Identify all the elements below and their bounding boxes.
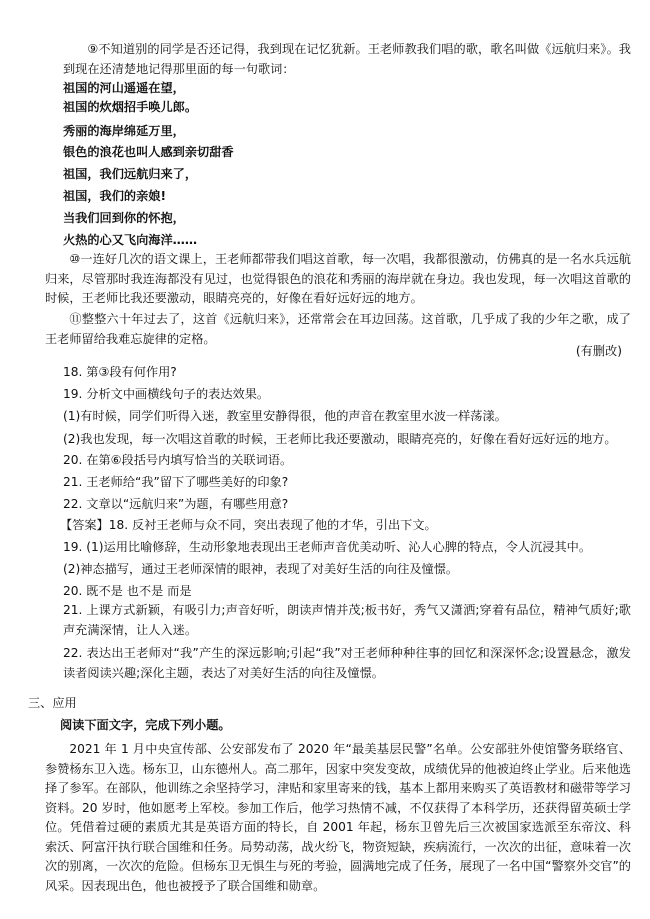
paragraph-11: ⑪整整六十年过去了，这首《远航归来》，还常常会在耳边回荡。这首歌，几乎成了我的少年之歌，成了王老师留给我难忘旋律的定格。 (45, 312, 631, 346)
section-passage: 2021 年 1 月中央宣传部、公安部发布了 2020 年“最美基层民警”名单。公安部驻外使馆警务联络官、参赞杨东卫入选。杨东卫，山东德州人。高二那年，因家中突发变故，成绩优异的他被迫终止学业。后来他选择了参军。在部队，他训练之余坚持学习，津贴和家里寄来的钱，基本上都用来购买了英语教材和磁带等学习资料。20 岁时，他如愿考上军校。参加工作后，他学习热情不减，不仅获得了本科学历，还获得留英硕士学位。凭借着过硬的素质尤其是英语方面的特长，自 2001 年起，杨东卫曾先后三次被国家选派至东帝汶、科索沃、阿富汗执行联合国维和任务。局势动荡，战火纷飞，物资短缺，疾病流行，一次次的出征，意味着一次次的别离，一次次的危险。但杨东卫无惧生与死的考验，圆满地完成了任务，展现了一名中国“警察外交官”的风采。因表现出色，他也被授予了联合国维和勋章。 (45, 742, 631, 893)
question-19-1: (1)有时候，同学们听得入迷，教室里安静得很，他的声音在教室里水波一样荡漾。 (63, 409, 507, 423)
question-19: 19. 分析文中画横线句子的表达效果。 (63, 387, 270, 401)
question-22: 22. 文章以“远航归来”为题，有哪些用意? (63, 497, 289, 511)
source-note: (有删改) (575, 344, 622, 358)
question-19-2: (2)我也发现，每一次唱这首歌的时候，王老师比我还要激动，眼睛亮亮的，好像在看好远好远的地方。 (63, 432, 617, 446)
lyric-line: 祖国，我们远航归来了， (63, 167, 198, 181)
lyric-line: 祖国的炊烟招手唤儿郎。 (63, 100, 198, 114)
lyric-line: 祖国，我们的亲娘! (63, 189, 167, 203)
lyric-line: 火热的心又飞向海洋…… (63, 233, 198, 247)
answer-22: 22. 表达出王老师对“我”产生的深远影响;引起“我”对王老师种种往事的回忆和深深怀念;设置悬念，激发读者阅读兴趣;深化主题，表达了对美好生活的向往及憧憬。 (63, 646, 631, 680)
lyric-line: 银色的浪花也叫人感到亲切甜香 (63, 145, 234, 159)
answer-19-2: (2)神态描写，通过王老师深情的眼神，表现了对美好生活的向往及憧憬。 (63, 562, 459, 576)
lyric-line: 秀丽的海岸绵延万里， (63, 124, 185, 138)
question-21: 21. 王老师给“我”留下了哪些美好的印象? (63, 475, 289, 489)
answer-18: 【答案】18. 反衬王老师与众不同，突出表现了他的才华，引出下文。 (60, 518, 437, 532)
lyric-line: 当我们回到你的怀抱， (63, 211, 185, 225)
section-instruction: 阅读下面文字，完成下列小题。 (60, 718, 231, 732)
answer-19-1: 19. (1)运用比喻修辞，生动形象地表现出王老师声音优美动听、沁人心脾的特点，令人沉浸其中。 (63, 540, 592, 554)
paragraph-10: ⑩一连好几次的语文课上，王老师都带我们唱这首歌，每一次唱，我都很激动，仿佛真的是一名水兵远航归来，尽管那时我连海都没有见过，也觉得银色的浪花和秀丽的海岸就在身边。我也发现，每一次唱这首歌的时候，王老师比我还要激动，眼睛亮亮的，好像在看好远好远的地方。 (45, 252, 631, 305)
answer-20: 20. 既不是 也不是 而是 (63, 584, 192, 598)
section-heading: 三、应用 (28, 696, 77, 710)
question-18: 18. 第③段有何作用? (63, 365, 177, 379)
paragraph-9: ⑨不知道别的同学是否还记得，我到现在记忆犹新。王老师教我们唱的歌，歌名叫做《远航归来》。我到现在还清楚地记得那里面的每一句歌词： (63, 42, 631, 76)
lyric-line: 祖国的河山遥遥在望， (63, 81, 185, 95)
question-20: 20. 在第⑥段括号内填写恰当的关联词语。 (63, 453, 293, 467)
answer-21: 21. 上课方式新颖，有吸引力;声音好听，朗读声情并茂;板书好，秀气又潇洒;穿着有品位，精神气质好;歌声充满深情，让人入迷。 (63, 603, 631, 637)
